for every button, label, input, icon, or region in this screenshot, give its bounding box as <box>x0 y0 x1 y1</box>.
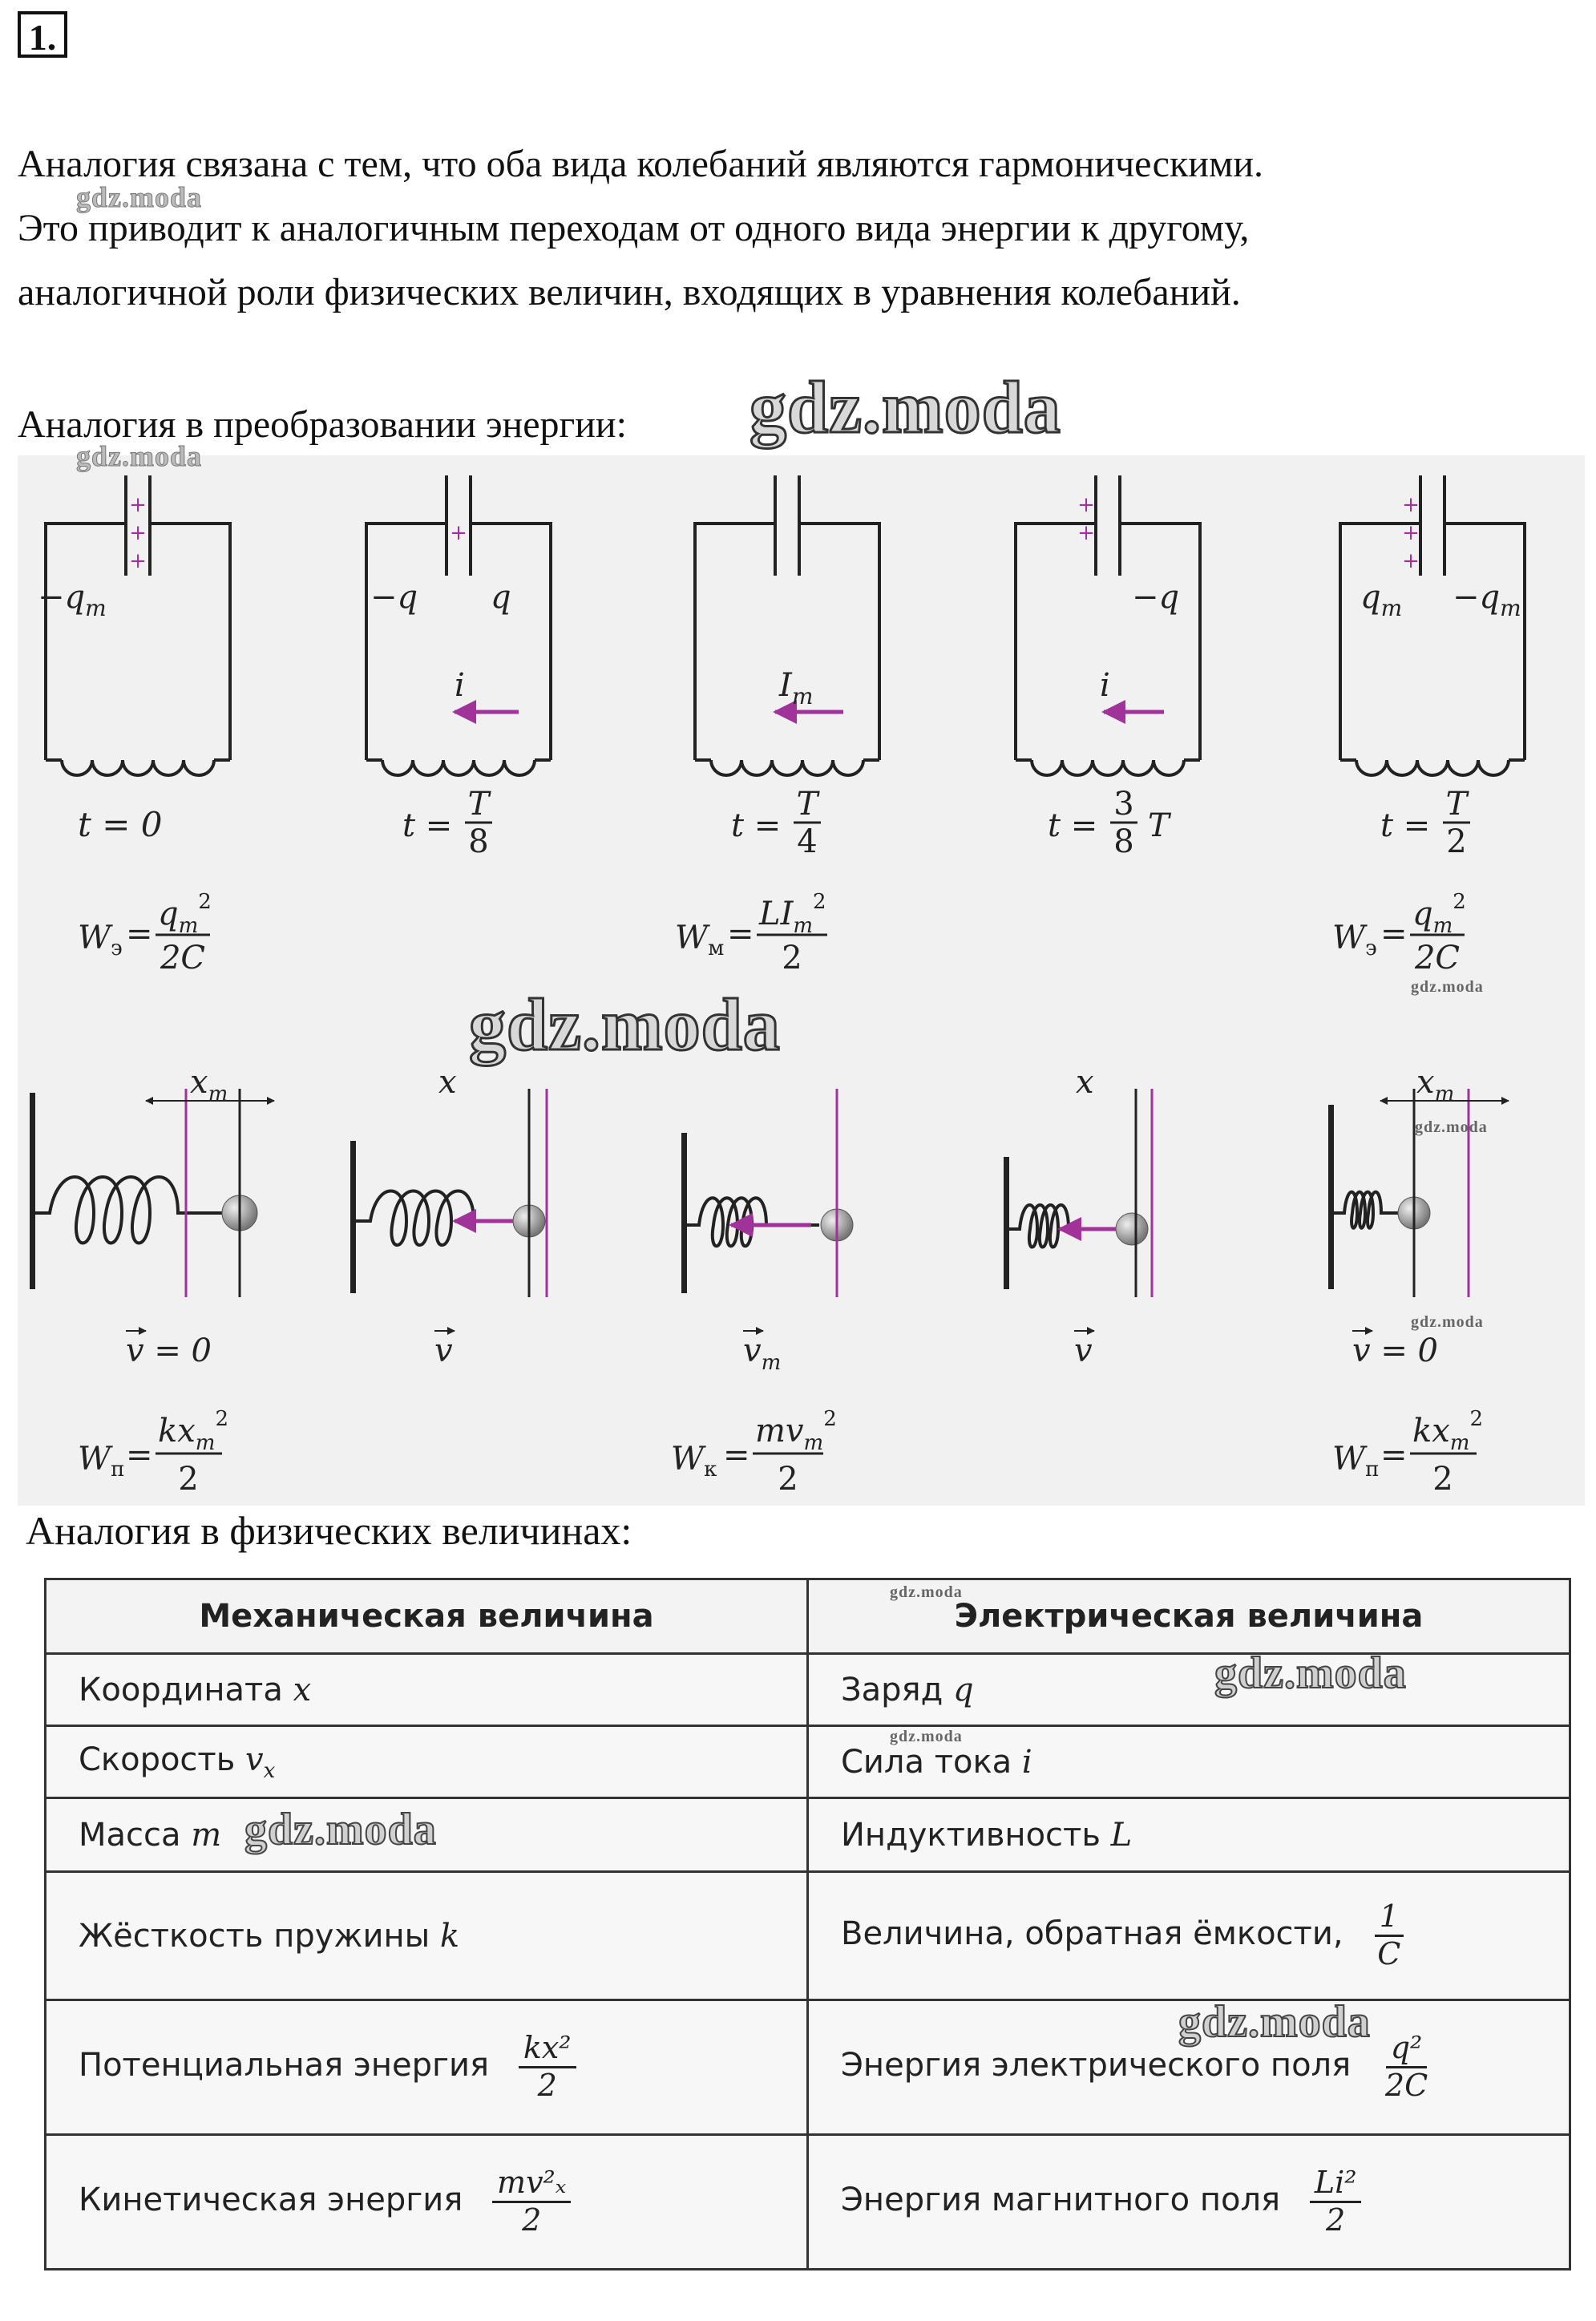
fraction: $\frac{1}{C}$ <box>1372 1899 1405 1971</box>
svg-text:v: v <box>434 1332 453 1369</box>
svg-text:8: 8 <box>468 823 489 860</box>
spring5-dist: $x_m$ <box>1416 1064 1455 1106</box>
svg-text:=: = <box>1380 1437 1408 1474</box>
oscillation-diagram <box>18 455 1585 1506</box>
svg-text:+: + <box>1402 549 1420 573</box>
svg-text:T: T <box>796 786 818 823</box>
svg-text:Wэ: $W_э$ <box>78 920 123 960</box>
spring4-dist: x <box>1076 1064 1094 1101</box>
svg-text:+: + <box>1402 521 1420 545</box>
svg-text:t =: t = <box>402 807 453 844</box>
fraction: $\frac{\text{Li²}}{2}$ <box>1310 2165 1362 2238</box>
svg-text:2: 2 <box>178 1461 199 1498</box>
watermark: gdz.moda <box>1411 978 1484 996</box>
mech-cell: Жёсткость пружины k <box>46 1872 808 2000</box>
elec-cell: Энергия магнитного поля $\frac{\text{Li²}}{2}$ <box>808 2135 1570 2270</box>
watermark: gdz.moda <box>1411 1313 1484 1331</box>
watermark: gdz.moda <box>76 440 203 472</box>
svg-text:v = 0: v = 0 <box>1352 1332 1438 1369</box>
table-header-row <box>46 1579 1570 1654</box>
mech-cell: Координата x <box>46 1654 808 1726</box>
watermark: gdz.moda <box>890 1728 963 1745</box>
lc2-charge-left: −q <box>370 579 418 616</box>
time-t8 <box>402 786 492 860</box>
svg-text:4: 4 <box>797 823 818 860</box>
lc5-charge-right: $-q_m$ <box>1453 579 1521 621</box>
svg-text:+: + <box>1077 493 1095 517</box>
svg-text:8: 8 <box>1113 823 1134 860</box>
time-t4 <box>731 786 821 860</box>
lc1-charge-left: $-q_m$ <box>38 579 107 621</box>
svg-text:qm2: $q_m^2$ <box>158 890 212 938</box>
svg-text:Wп: $W_п$ <box>78 1441 125 1482</box>
watermark: gdz.moda <box>244 1805 437 1854</box>
svg-text:t =: t = <box>731 807 782 844</box>
svg-text:v: v <box>1074 1332 1093 1369</box>
svg-text:2: 2 <box>778 1461 798 1498</box>
intro-line-3: аналогичной роли физических величин, входящих в уравнения колебаний. <box>18 271 1241 313</box>
svg-text:T: T <box>1148 807 1170 844</box>
spring-energy-2 <box>671 1407 837 1498</box>
watermark: gdz.moda <box>750 366 1061 448</box>
time-0: t = 0 <box>78 805 163 844</box>
lc2-current: i <box>455 667 465 704</box>
velocity-1 <box>126 1331 212 1369</box>
svg-text:Wк: $W_к$ <box>671 1441 717 1482</box>
svg-text:qm2: $q_m^2$ <box>1412 890 1466 938</box>
spring-oscillator-4 <box>1004 1089 1152 1297</box>
svg-text:2: 2 <box>1432 1461 1453 1498</box>
lc-energy-1 <box>78 890 212 977</box>
spring-oscillator-1 <box>30 1089 274 1297</box>
svg-text:kxm2: $kx_m^2$ <box>1412 1407 1483 1455</box>
table-heading: Аналогия в физических величинах: <box>26 1508 632 1553</box>
intro-line-2: Это приводит к аналогичным переходам от одного вида энергии к другому, <box>18 207 1250 249</box>
elec-cell: Индуктивность L <box>808 1798 1570 1872</box>
svg-text:T: T <box>1445 786 1468 823</box>
spring-oscillator-3 <box>681 1089 853 1297</box>
mech-cell: Потенциальная энергия $\frac{\text{kx²}}{2}$ <box>46 2000 808 2135</box>
velocity-3 <box>743 1331 781 1375</box>
fraction: $\frac{\text{kx²}}{2}$ <box>519 2031 576 2103</box>
time-3t8 <box>1048 786 1172 860</box>
svg-text:+: + <box>129 493 147 517</box>
svg-text:+: + <box>129 521 147 545</box>
energy-heading: Аналогия в преобразовании энергии: <box>18 403 627 446</box>
svg-text:+: + <box>1402 493 1420 517</box>
time-t2 <box>1380 786 1470 860</box>
fraction: $\frac{\text{q²}}{2C}$ <box>1384 2030 1428 2103</box>
svg-text:2C: 2C <box>160 940 206 977</box>
elec-cell: Величина, обратная ёмкости, $\frac{1}{C}$ <box>808 1872 1570 2000</box>
lc-circuit-1 <box>46 475 230 775</box>
lc-circuit-2 <box>366 475 551 775</box>
svg-text:3: 3 <box>1113 786 1134 823</box>
svg-text:v = 0: v = 0 <box>126 1332 212 1369</box>
svg-text:mvm2: $mv_m^2$ <box>755 1407 837 1455</box>
spring-energy-3 <box>1332 1407 1483 1498</box>
spring-energy-1 <box>78 1407 228 1498</box>
svg-text:2: 2 <box>1446 823 1467 860</box>
fraction: $\frac{\text{mv²ₓ}}{2}$ <box>492 2165 571 2238</box>
watermark: gdz.moda <box>1415 1118 1488 1136</box>
svg-text:2C: 2C <box>1414 940 1461 977</box>
elec-cell: Энергия электрического поля $\frac{\text{q²}}{2C}$ <box>808 2000 1570 2135</box>
header-mechanical: Механическая величина <box>46 1579 808 1654</box>
mech-cell: Масса m <box>46 1798 808 1872</box>
spring-oscillator-2 <box>350 1089 547 1297</box>
velocity-5 <box>1352 1331 1438 1369</box>
svg-text:=: = <box>126 1437 153 1474</box>
svg-text:=: = <box>723 1437 750 1474</box>
mech-cell: Скорость $v_x$ <box>46 1726 808 1798</box>
velocity-4 <box>1074 1331 1094 1369</box>
svg-text:T: T <box>467 786 490 823</box>
spring1-dist: $x_m$ <box>190 1064 228 1106</box>
mech-cell: Кинетическая энергия $\frac{\text{mv²ₓ}}{2}$ <box>46 2135 808 2270</box>
svg-text:Wм: $W_м$ <box>675 920 725 960</box>
lc-circuit-5 <box>1340 475 1525 775</box>
lc4-charge-right: −q <box>1132 579 1180 616</box>
elec-cell: Заряд q <box>808 1654 1570 1726</box>
svg-text:2: 2 <box>782 940 802 977</box>
watermark: gdz.moda <box>1214 1648 1407 1698</box>
table-row <box>46 2135 1570 2270</box>
svg-text:vm: $v_m$ <box>743 1332 782 1375</box>
watermark: gdz.moda <box>890 1583 963 1601</box>
svg-text:+: + <box>1077 521 1095 545</box>
svg-text:=: = <box>727 916 754 952</box>
svg-text:LIm2: $LI_m^2$ <box>759 890 826 938</box>
svg-text:Wп: $W_п$ <box>1332 1441 1380 1482</box>
svg-text:+: + <box>450 521 467 545</box>
table-row <box>46 1726 1570 1798</box>
lc-energy-3 <box>1332 890 1466 977</box>
elec-cell: Сила тока i <box>808 1726 1570 1798</box>
svg-text:kxm2: $kx_m^2$ <box>158 1407 228 1455</box>
watermark: gdz.moda <box>76 181 203 213</box>
table-row <box>46 1872 1570 2000</box>
lc5-charge-left: $q_m$ <box>1360 579 1403 621</box>
header-electrical: Электрическая величина <box>808 1579 1570 1654</box>
lc-circuit-3 <box>695 475 879 775</box>
watermark: gdz.moda <box>1178 1997 1371 2047</box>
watermark: gdz.moda <box>469 984 781 1065</box>
velocity-2 <box>434 1331 455 1369</box>
lc-circuit-4 <box>1016 475 1200 775</box>
svg-text:+: + <box>129 549 147 573</box>
intro-line-1: Аналогия связана с тем, что оба вида колебаний являются гармоническими. <box>18 143 1264 185</box>
lc3-current: $I_m$ <box>779 667 814 710</box>
lc-energy-2 <box>675 890 827 977</box>
svg-text:=: = <box>1380 916 1408 952</box>
lc2-charge-right: q <box>491 579 511 616</box>
svg-text:t =: t = <box>1048 807 1098 844</box>
svg-text:Wэ: $W_э$ <box>1332 920 1377 960</box>
lc4-current: i <box>1100 667 1110 704</box>
svg-text:=: = <box>126 916 153 952</box>
task-number: 1. <box>18 11 67 58</box>
svg-text:t =: t = <box>1380 807 1431 844</box>
spring2-dist: x <box>438 1064 457 1101</box>
